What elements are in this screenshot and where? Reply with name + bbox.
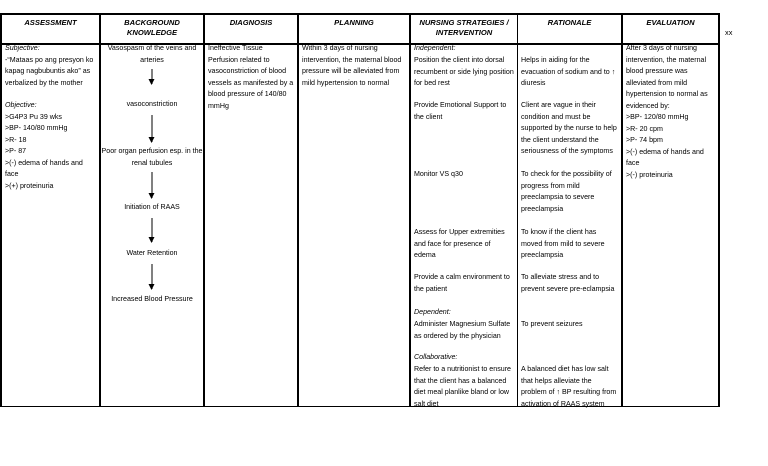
header-planning: PLANNING (299, 15, 409, 45)
margin-text: xx (725, 28, 733, 37)
objective-label: Objective: (5, 101, 37, 109)
rationale-item: To alleviate stress and to prevent severe pre-eclampsia (521, 273, 615, 293)
objective-item: >P- 87 (5, 147, 27, 155)
flow-step: Increased Blood Pressure (111, 295, 193, 303)
down-arrow-icon (152, 218, 153, 242)
flow-step: vasoconstriction (126, 100, 178, 108)
intervention-item: Position the client into dorsal recumbent or side lying position for bed rest (414, 56, 514, 87)
intervention-item: Administer Magnesium Sulfate as ordered by the physician (414, 320, 511, 340)
subjective-label: Subjective: (5, 44, 40, 52)
rationale-item: Client are vague in their condition and must be supported by the nurse to help the client understand the seriousness of the symptoms (521, 101, 617, 155)
nursing-care-plan-table (0, 13, 720, 407)
evaluation-item: >BP- 120/80 mmHg (626, 113, 689, 121)
flow-step: Vasospasm of the veins and arteries (107, 44, 197, 64)
column-divider (203, 15, 205, 406)
intervention-item: Monitor VS q30 (414, 170, 463, 178)
down-arrow-icon (152, 264, 153, 289)
objective-item: >(-) edema of hands and face (5, 158, 83, 178)
objective-item: >G4P3 Pu 39 wks (5, 112, 62, 121)
flow-step: Initiation of RAAS (124, 203, 180, 211)
column-divider (409, 15, 411, 406)
subjective-text: -“Mataas po ang presyon ko kapag nagbubuntis ako” as verbalized by the mother (5, 55, 94, 87)
header-diagnosis: DIAGNOSIS (205, 15, 297, 45)
dependent-label: Dependent: (414, 308, 451, 316)
intervention-item: Assess for Upper extremities and face for presence of edema (414, 228, 505, 259)
evaluation-item: >R- 20 cpm (626, 124, 663, 133)
objective-item: >(+) proteinuria (5, 181, 54, 190)
down-arrow-icon (152, 115, 153, 142)
evaluation-item: >(-) proteinuria (626, 170, 673, 179)
objective-item: >BP- 140/80 mmHg (5, 124, 68, 132)
evaluation-intro: After 3 days of nursing intervention, the maternal blood pressure was alleviated from mild hypertension to normal as evidenced by: (626, 44, 708, 110)
evaluation-column (626, 43, 716, 181)
column-divider (297, 15, 299, 406)
flow-step: Water Retention (126, 249, 178, 257)
column-divider (621, 15, 623, 406)
header-evaluation: EVALUATION (623, 15, 718, 45)
down-arrow-icon (152, 69, 153, 84)
collaborative-label: Collaborative: (414, 353, 458, 361)
intervention-item: Provide a calm environment to the patient (414, 273, 510, 293)
intervention-item: Refer to a nutritionist to ensure that the client has a balanced diet meal planlike bland or low salt diet (414, 365, 511, 408)
column-divider (517, 15, 518, 406)
column-divider (0, 15, 2, 406)
column-divider (718, 15, 720, 406)
rationale-item: Helps in aiding for the evacuation of sodium and to ↑ diuresis (521, 56, 616, 87)
header-assessment: ASSESSMENT (2, 15, 99, 45)
header-background-knowledge: BACKGROUND KNOWLEDGE (101, 15, 203, 45)
down-arrow-icon (152, 172, 153, 198)
rationale-item: To prevent seizures (521, 320, 583, 328)
rationale-item: To know if the client has moved from mild to severe preeclampsia (521, 228, 605, 259)
assessment-column (5, 43, 97, 192)
background-flow-column (101, 15, 203, 406)
objective-item: >R- 18 (5, 135, 27, 144)
header-nursing-strategies: NURSING STRATEGIES / INTERVENTION (411, 15, 517, 45)
rationale-item: To check for the possibility of progress from mild preeclampsia to severe preeclampsia (521, 170, 612, 213)
diagnosis-text: Ineffective Tissue Perfusion related to vasoconstriction of blood vessels as manifested by a blood pressure of 140/80 mmHg (208, 44, 294, 110)
header-rationale: RATIONALE (518, 15, 621, 45)
flow-step: Poor organ perfusion esp. in the renal tubules (101, 147, 203, 167)
evaluation-item: >P- 74 bpm (626, 136, 663, 144)
independent-label: Independent: (414, 44, 456, 52)
rationale-item: A balanced diet has low salt that helps alleviate the problem of ↑ BP resulting from activation of RAAS system (521, 365, 617, 408)
planning-text: Within 3 days of nursing intervention, the maternal blood pressure will be alleviated from mild hypertension to normal (302, 44, 402, 87)
intervention-item: Provide Emotional Support to the client (414, 101, 507, 121)
evaluation-item: >(-) edema of hands and face (626, 147, 704, 167)
